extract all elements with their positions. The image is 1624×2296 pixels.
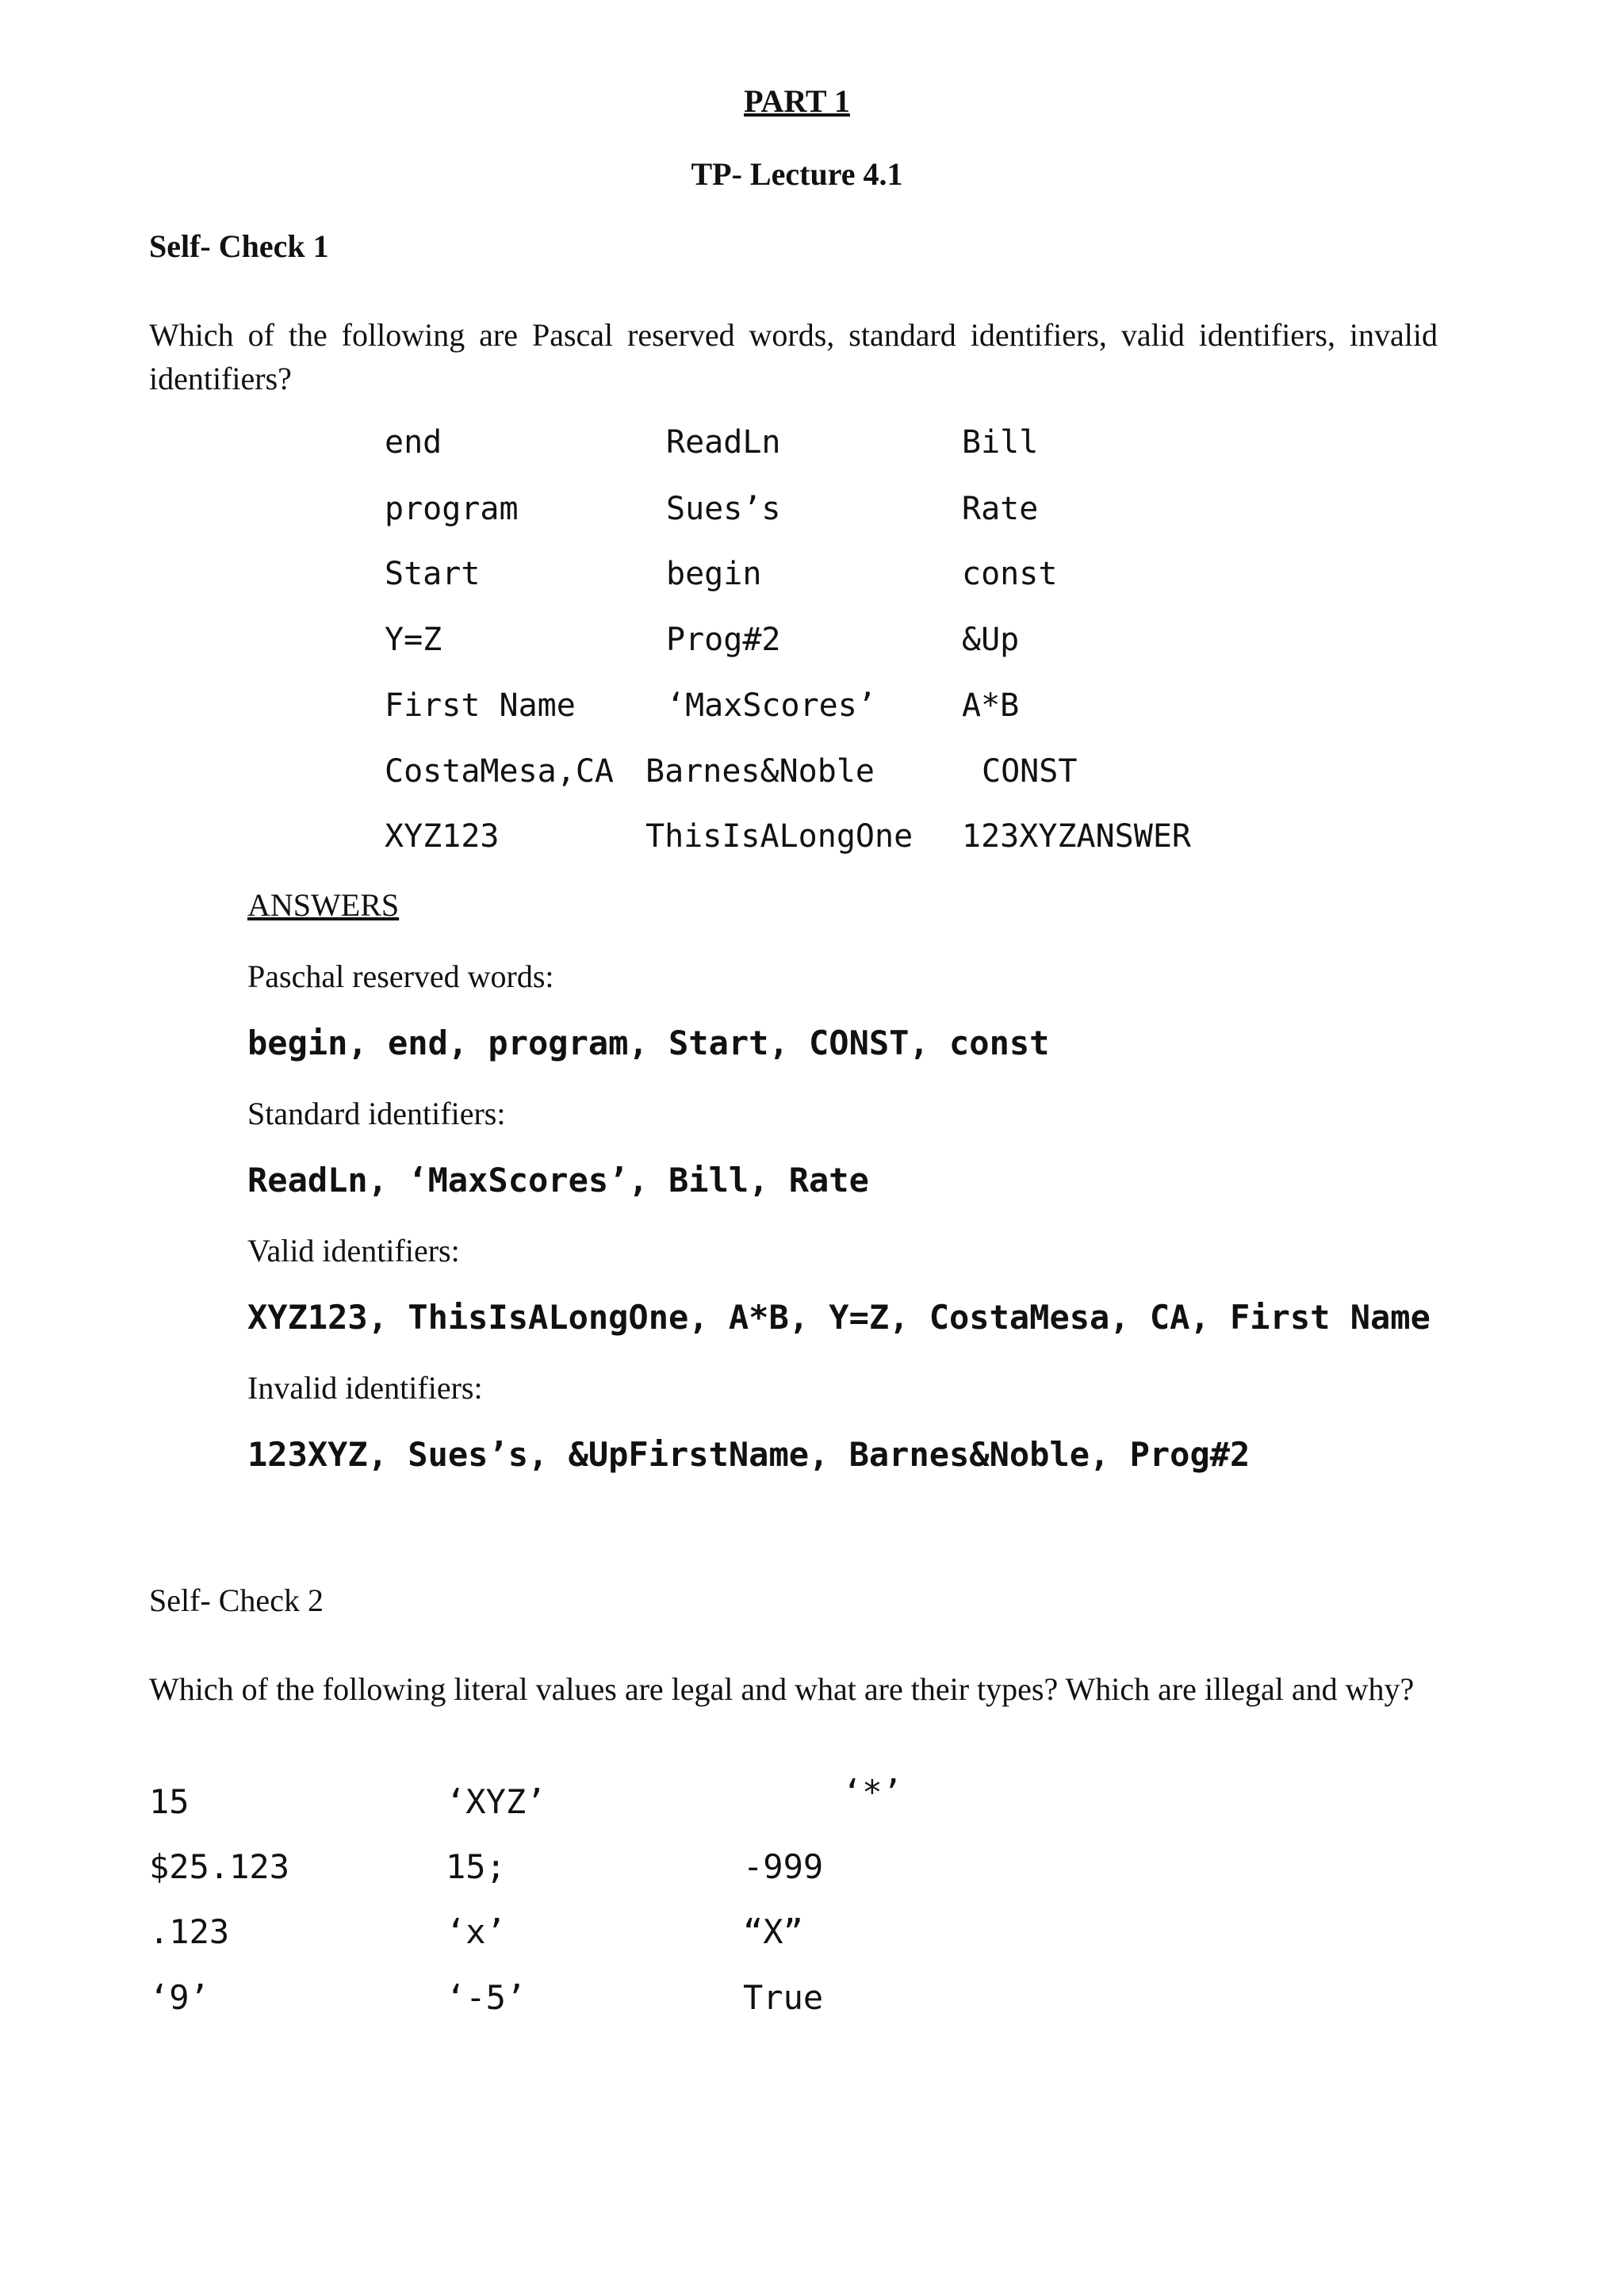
word-cell: 123XYZANSWER bbox=[962, 818, 1191, 855]
answer-value: 123XYZ, Sues’s, &UpFirstName, Barnes&Noble, Prog#2 bbox=[247, 1435, 1251, 1474]
literal-cell: -999 bbox=[743, 1847, 824, 1886]
answer-value: ReadLn, ‘MaxScores’, Bill, Rate bbox=[247, 1161, 869, 1200]
answer-label: Valid identifiers: bbox=[247, 1233, 460, 1269]
word-cell: program bbox=[385, 491, 519, 527]
answer-value: XYZ123, ThisIsALongOne, A*B, Y=Z, CostaMesa, CA, First Name bbox=[247, 1298, 1431, 1337]
literal-cell: ‘9’ bbox=[149, 1978, 209, 2017]
literal-cell: $25.123 bbox=[149, 1847, 290, 1886]
word-cell: Prog#2 bbox=[666, 622, 781, 658]
self-check-1-question: Which of the following are Pascal reserved words, standard identifiers, valid identifiers, invalid identifiers? bbox=[149, 317, 1438, 396]
word-cell: CONST bbox=[982, 753, 1078, 790]
word-cell: const bbox=[962, 556, 1058, 592]
self-check-1-heading: Self- Check 1 bbox=[149, 228, 329, 264]
literal-cell: 15 bbox=[149, 1782, 190, 1821]
answer-label: Paschal reserved words: bbox=[247, 959, 554, 994]
word-cell: Barnes&Noble bbox=[645, 753, 875, 790]
word-cell: First Name bbox=[385, 687, 576, 724]
lecture-title: TP- Lecture 4.1 bbox=[691, 156, 903, 192]
word-cell: Sues’s bbox=[666, 491, 781, 527]
literal-cell: ‘*’ bbox=[842, 1773, 902, 1812]
word-cell: &Up bbox=[962, 622, 1020, 658]
literal-cell: .123 bbox=[149, 1912, 230, 1951]
word-cell: begin bbox=[666, 556, 762, 592]
literal-cell: True bbox=[743, 1978, 824, 2017]
word-cell: ThisIsALongOne bbox=[645, 818, 914, 855]
literal-cell: ‘x’ bbox=[446, 1912, 506, 1951]
self-check-2-question: Which of the following literal values are legal and what are their types? Which are illegal and why? bbox=[149, 1671, 1415, 1707]
word-cell: XYZ123 bbox=[385, 818, 500, 855]
answer-label: Invalid identifiers: bbox=[247, 1370, 483, 1406]
literal-cell: ‘-5’ bbox=[446, 1978, 527, 2017]
self-check-2-heading: Self- Check 2 bbox=[149, 1582, 324, 1618]
word-cell: Bill bbox=[962, 424, 1039, 461]
word-cell: ‘MaxScores’ bbox=[666, 687, 876, 724]
word-cell: A*B bbox=[962, 687, 1020, 724]
answers-heading: ANSWERS bbox=[247, 887, 400, 923]
word-cell: Y=Z bbox=[385, 622, 442, 658]
word-cell: Start bbox=[385, 556, 481, 592]
page-part-title: PART 1 bbox=[744, 83, 850, 119]
literal-cell: “X” bbox=[743, 1912, 803, 1951]
answer-value: begin, end, program, Start, CONST, const bbox=[247, 1024, 1050, 1062]
answer-label: Standard identifiers: bbox=[247, 1096, 506, 1131]
word-cell: Rate bbox=[962, 491, 1039, 527]
literal-cell: ‘XYZ’ bbox=[446, 1782, 546, 1821]
word-cell: CostaMesa,CA bbox=[385, 753, 614, 790]
literal-cell: 15; bbox=[446, 1847, 506, 1886]
word-cell: end bbox=[385, 424, 442, 461]
word-cell: ReadLn bbox=[666, 424, 781, 461]
